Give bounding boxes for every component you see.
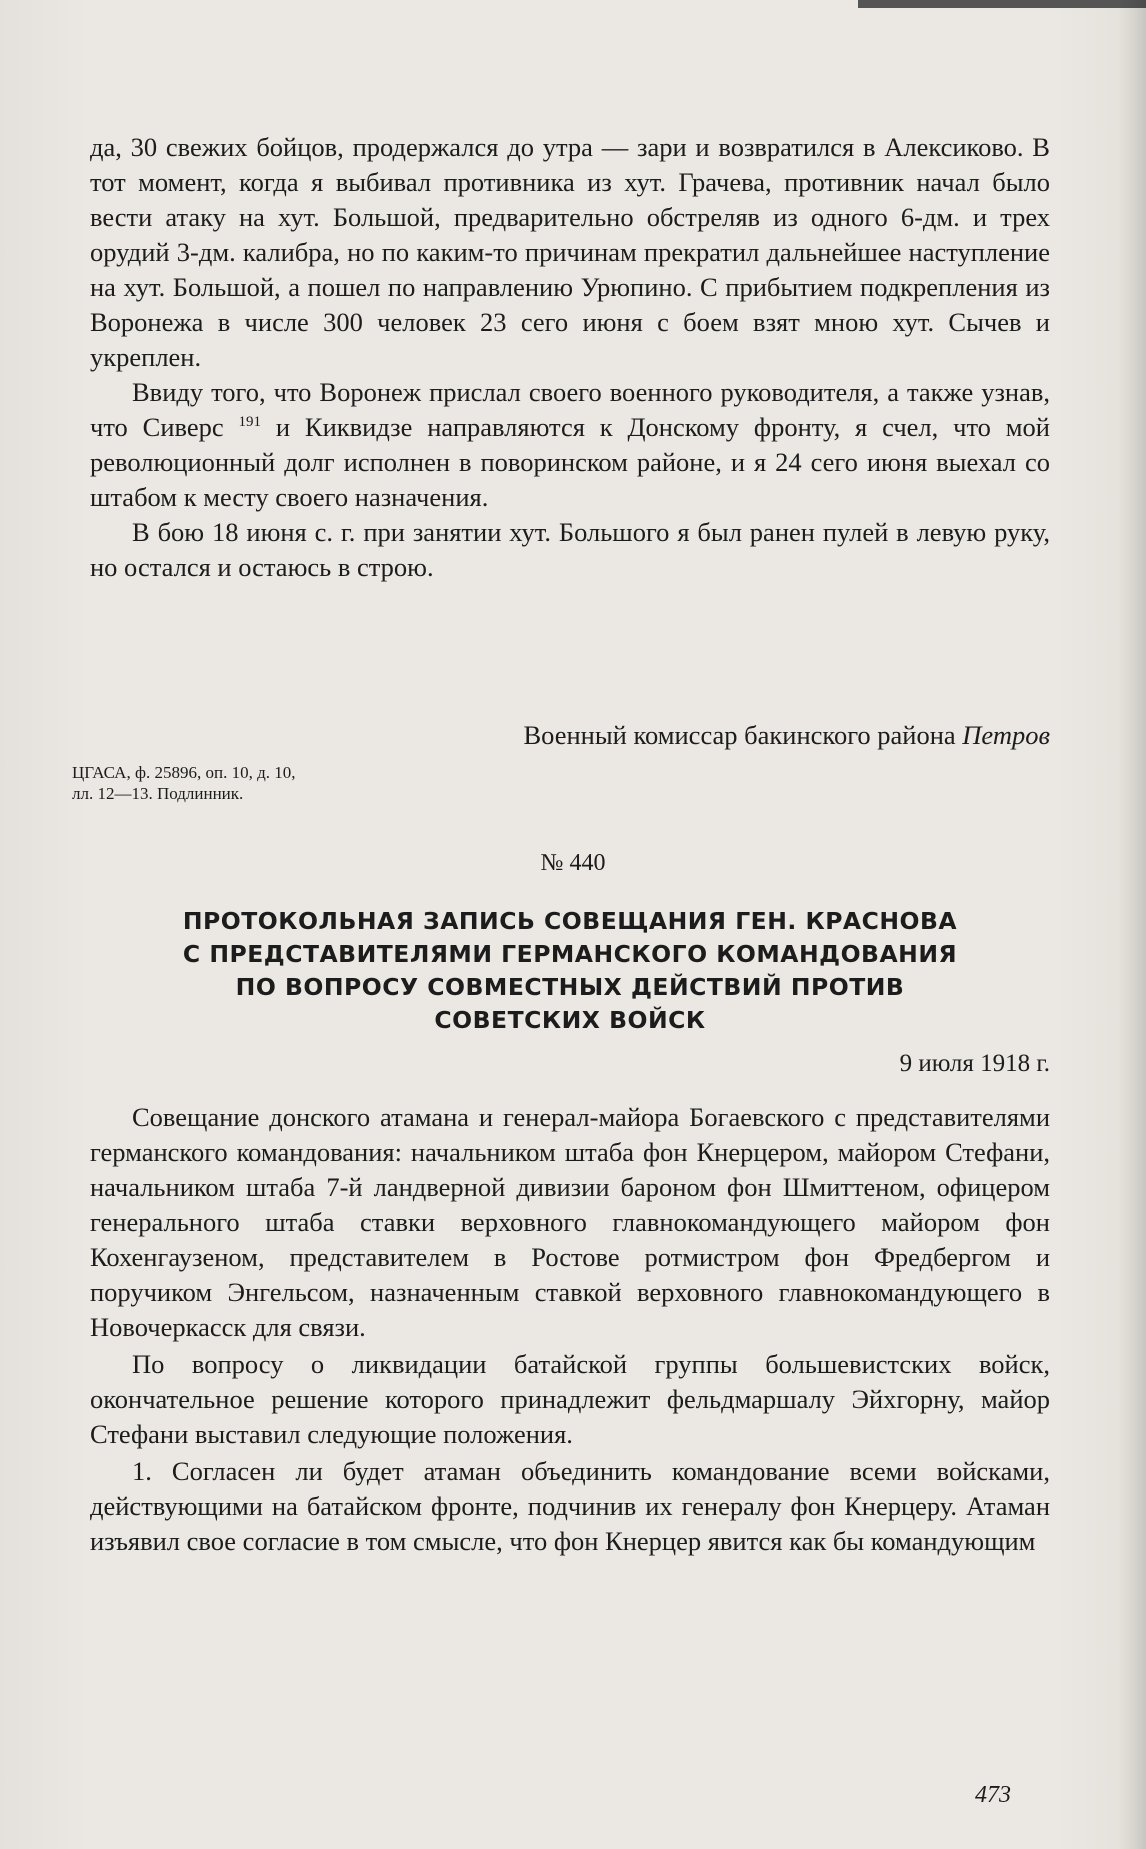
paragraph-text: Ввиду того, что Воронеж прислал своего военного руководителя, а также узнав, что Сиверс [90,377,1050,442]
heading-line: ПРОТОКОЛЬНАЯ ЗАПИСЬ СОВЕЩАНИЯ ГЕН. КРАСНОВА [182,907,958,935]
heading-line: СОВЕТСКИХ ВОЙСК [434,1006,706,1034]
footnote-ref: 191 [238,414,262,431]
heading-line: ПО ВОПРОСУ СОВМЕСТНЫХ ДЕЙСТВИЙ ПРОТИВ [235,973,905,1001]
paragraph: В бою 18 июня с. г. при занятии хут. Большого я был ранен пулей в левую руку, но остался и остаюсь в строю. [90,517,1050,582]
archive-ref-line: ЦГАСА, ф. 25896, оп. 10, д. 10, [72,763,296,782]
document-heading [100,905,1040,1037]
document-date: 9 июля 1918 г. [899,1050,1050,1077]
page-number: 473 [975,1782,1011,1808]
body-text [90,1100,1050,1561]
page-edge-shadow [1118,0,1146,1849]
intro-text [90,130,1050,585]
signature-name: Петров [962,720,1050,750]
paragraph [90,375,1050,515]
paragraph: По вопросу о ликвидации батайской группы большевистских войск, окончательное решение которого принадлежит фельдмаршалу Эйхгорну, майор Стефани выставил следующие положения. [90,1349,1050,1449]
signature-position: Военный комиссар бакинского района [523,720,956,750]
scan-edge-bar [858,0,1146,8]
paragraph: Совещание донского атамана и генерал-майора Богаевского с представителями германского командования: начальником штаба фон Кнерцером, майором Стефани, начальником штаба 7-й ландверной дивизии бароном фон Шмиттеном, офицером генерального штаба ставки верховного главнокомандующего майором фон Кохенгаузеном, представителем в Ростове ротмистром фон Фредбергом и поручиком Энгельсом, назначенным ставкой верховного главнокомандующего в Новочеркасск для связи. [90,1102,1050,1342]
paragraph-text: и Киквидзе направляются к Донскому фронту, я счел, что мой революционный долг исполнен в поворинском районе, и я 24 сего июня выехал со штабом к месту своего назначения. [90,412,1050,512]
paragraph: 1. Согласен ли будет атаман объединить командование всеми войсками, действующими на батайском фронте, подчинив их генералу фон Кнерцеру. Атаман изъявил свое согласие в том смысле, что фон Кнерцер явится как бы командующим [90,1456,1050,1556]
heading-line: С ПРЕДСТАВИТЕЛЯМИ ГЕРМАНСКОГО КОМАНДОВАНИЯ [182,940,958,968]
archive-ref-line: лл. 12—13. Подлинник. [72,784,244,803]
signature [90,718,1050,753]
paragraph: да, 30 свежих бойцов, продержался до утра — зари и возвратился в Алексиково. В тот момент, когда я выбивал противника из хут. Грачева, противник начал было вести атаку на хут. Большой, предварительно обстреляв из одного 6-дм. и трех орудий 3-дм. калибра, но по каким-то причинам прекратил дальнейшее наступление на хут. Большой, а пошел по направлению Урюпино. С прибытием подкрепления из Воронежа в числе 300 человек 23 сего июня с боем взят мною хут. Сычев и укреплен. [90,132,1050,372]
archive-reference [72,762,592,804]
document-number: № 440 [540,850,606,876]
